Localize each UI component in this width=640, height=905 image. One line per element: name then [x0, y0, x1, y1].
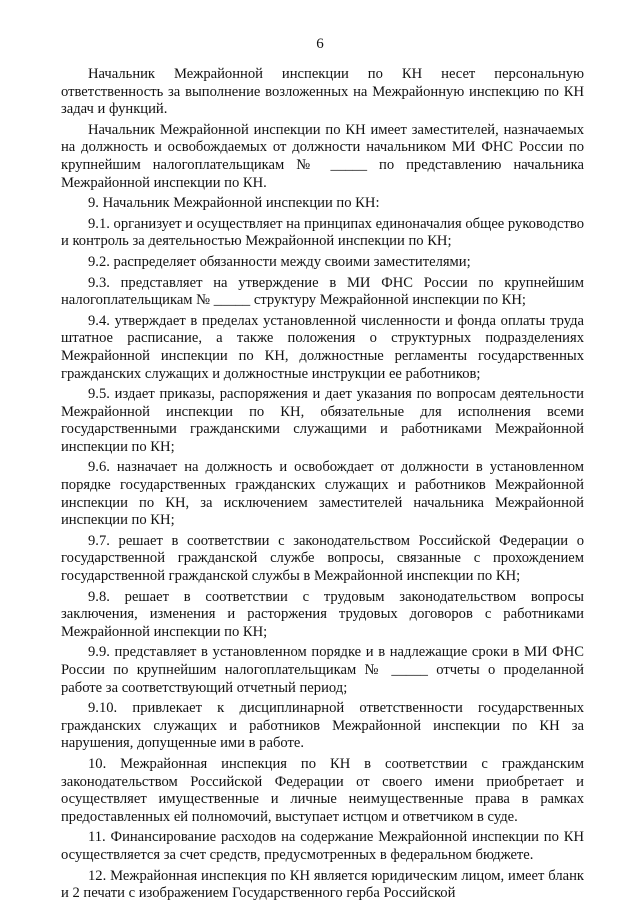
paragraph: 9.6. назначает на должность и освобождает от должности в установленном порядке государственных гражданских служащих и работников Межрайонной инспекции по КН, за исключением заместителей начальника Межрайонной инспекции по КН; — [61, 459, 584, 529]
paragraph: 10. Межрайонная инспекция по КН в соответствии с гражданским законодательством Российской Федерации от своего имени приобретает и осуществляет имущественные и личные неимущественные права в рамках предоставленных ей полномочий, выступает истцом и ответчиком в суде. — [61, 755, 584, 825]
paragraph: 12. Межрайонная инспекция по КН является юридическим лицом, имеет бланк и 2 печати с изображением Государственного герба Российской — [61, 867, 584, 902]
page-number: 6 — [316, 36, 324, 52]
paragraph: 9.2. распределяет обязанности между своими заместителями; — [88, 253, 471, 270]
paragraph: 9.10. привлекает к дисциплинарной ответственности государственных гражданских служащих и работников Межрайонной инспекции по КН за нарушения, допущенные ими в работе. — [61, 700, 584, 752]
paragraph: 9.7. решает в соответствии с законодательством Российской Федерации о государственной гражданской службе вопросы, связанные с прохождением государственной гражданской службы в Межрайонной инспекции по КН; — [61, 532, 584, 585]
paragraph: 9.5. издает приказы, распоряжения и дает указания по вопросам деятельности Межрайонной инспекции по КН, обязательные для исполнения всеми государственными гражданскими служащими и работниками Межрайонной инспекции по КН; — [61, 386, 584, 455]
paragraph: 9.4. утверждает в пределах установленной численности и фонда оплаты труда штатное расписание, а также положения о структурных подразделениях Межрайонной инспекции по КН, должностные регламенты государственных гражданских служащих и должностные инструкции ее работников; — [61, 312, 584, 382]
paragraph: 11. Финансирование расходов на содержание Межрайонной инспекции по КН осуществляется за счет средств, предусмотренных в федеральном бюджете. — [61, 829, 584, 863]
paragraph: 9.9. представляет в установленном порядке и в надлежащие сроки в МИ ФНС России по крупнейшим налогоплательщикам № _____ отчеты о проделанной работе за соответствующий отчетный период; — [61, 644, 584, 696]
document-body — [61, 66, 584, 903]
paragraph: 9.1. организует и осуществляет на принципах единоначалия общее руководство и контроль за деятельностью Межрайонной инспекции по КН; — [61, 215, 585, 250]
paragraph: 9. Начальник Межрайонной инспекции по КН: — [88, 195, 380, 212]
paragraph: Начальник Межрайонной инспекции по КН имеет заместителей, назначаемых на должность и освобождаемых от должности начальником МИ ФНС России по крупнейшим налогоплательщикам № _____ по представлению начальника Межрайонной инспекции по КН. — [61, 121, 584, 191]
paragraph: 9.8. решает в соответствии с трудовым законодательством вопросы заключения, изменения и расторжения трудовых договоров с работниками Межрайонной инспекции по КН; — [61, 588, 584, 640]
paragraph: Начальник Межрайонной инспекции по КН несет персональную ответственность за выполнение возложенных на Межрайонную инспекцию по КН задач и функций. — [61, 66, 584, 118]
paragraph: 9.3. представляет на утверждение в МИ ФНС России по крупнейшим налогоплательщикам № _____ структуру Межрайонной инспекции по КН; — [61, 274, 584, 309]
